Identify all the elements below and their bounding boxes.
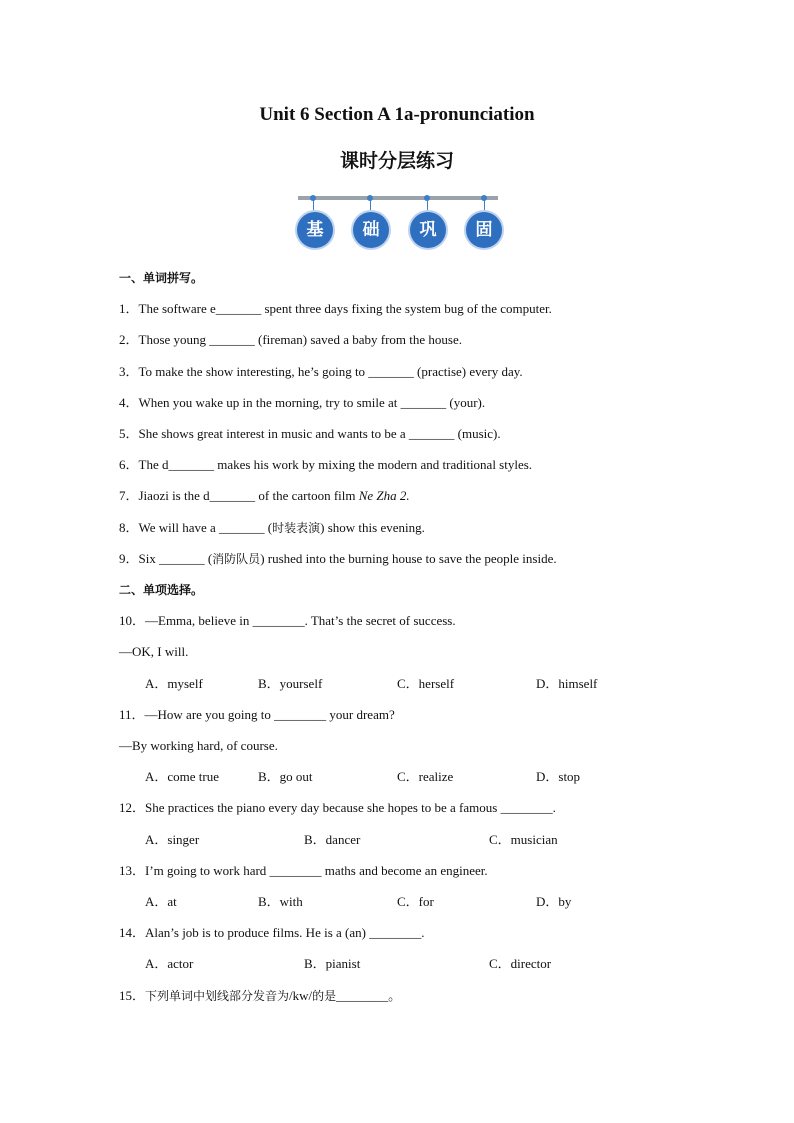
question-3: 3．To make the show interesting, he’s going to _______ (practise) every day. [119, 364, 523, 379]
option-c: C．director [489, 956, 552, 971]
section-banner [296, 192, 500, 254]
option-c: C．musician [489, 832, 558, 847]
phonetic: /kw/ [289, 988, 313, 1003]
option-b: B．pianist [304, 956, 361, 971]
question-9-text: 9．Six _______ ( [119, 551, 213, 566]
question-9-hint: 消防队员 [212, 552, 261, 566]
banner-char: 固 [466, 212, 502, 248]
option-b: B．dancer [304, 832, 361, 847]
question-8 [119, 520, 425, 536]
banner-bar [298, 196, 498, 200]
film-title: Ne Zha 2. [358, 488, 410, 503]
question-1: 1．The software e_______ spent three days fixing the system bug of the computer. [119, 301, 552, 316]
option-b: B．with [258, 894, 303, 909]
question-15 [119, 988, 401, 1004]
option-d: D．by [536, 894, 572, 909]
question-13: 13．I’m going to work hard ________ maths and become an engineer. [119, 863, 488, 878]
option-a: A．myself [145, 676, 203, 691]
question-9 [119, 551, 557, 567]
question-12: 12．She practices the piano every day because she hopes to be a famous ________. [119, 800, 556, 815]
option-c: C．herself [397, 676, 455, 691]
option-b: B．yourself [258, 676, 323, 691]
question-6: 6．The d_______ makes his work by mixing the modern and traditional styles. [119, 457, 533, 472]
option-b: B．go out [258, 769, 313, 784]
page-subtitle: 课时分层练习 [339, 150, 454, 172]
question-5: 5．She shows great interest in music and wants to be a _______ (music). [119, 426, 501, 441]
option-a: A．at [145, 894, 177, 909]
option-d: D．himself [536, 676, 598, 691]
question-15-number: 15． [119, 988, 146, 1003]
question-8-hint: 时装表演 [272, 521, 321, 535]
question-2: 2．Those young _______ (fireman) saved a baby from the house. [119, 332, 462, 347]
section-heading: 二、单项选择。 [119, 583, 204, 597]
option-d: D．stop [536, 769, 581, 784]
question-10-reply: —OK, I will. [119, 644, 189, 659]
page-title: Unit 6 Section A 1a-pronunciation [259, 104, 535, 125]
question-14: 14．Alan’s job is to produce films. He is a (an) ________. [119, 925, 425, 940]
question-11-reply: —By working hard, of course. [119, 738, 278, 753]
question-15-blank: ________。 [336, 988, 402, 1003]
question-15-text: 下列单词中划线部分发音为 [145, 989, 290, 1003]
question-7 [119, 488, 410, 504]
banner-char: 巩 [410, 212, 446, 248]
option-c: C．realize [397, 769, 454, 784]
banner-char: 础 [353, 212, 389, 248]
question-4: 4．When you wake up in the morning, try to smile at _______ (your). [119, 395, 486, 410]
question-10: 10．—Emma, believe in ________. That’s the secret of success. [119, 613, 456, 628]
option-a: A．actor [145, 956, 194, 971]
question-8-text: 8．We will have a _______ ( [119, 520, 273, 535]
option-c: C．for [397, 894, 434, 909]
question-11: 11．—How are you going to ________ your dream? [119, 707, 395, 722]
question-8-text-end: ) show this evening. [320, 520, 425, 535]
section-heading: 一、单词拼写。 [119, 271, 204, 285]
question-15-text-2: 的是 [312, 989, 337, 1003]
banner-char: 基 [297, 212, 333, 248]
option-a: A．come true [145, 769, 220, 784]
question-7-text: 7．Jiaozi is the d_______ of the cartoon film [119, 488, 359, 503]
question-9-text-end: ) rushed into the burning house to save the people inside. [260, 551, 557, 566]
option-a: A．singer [145, 832, 200, 847]
